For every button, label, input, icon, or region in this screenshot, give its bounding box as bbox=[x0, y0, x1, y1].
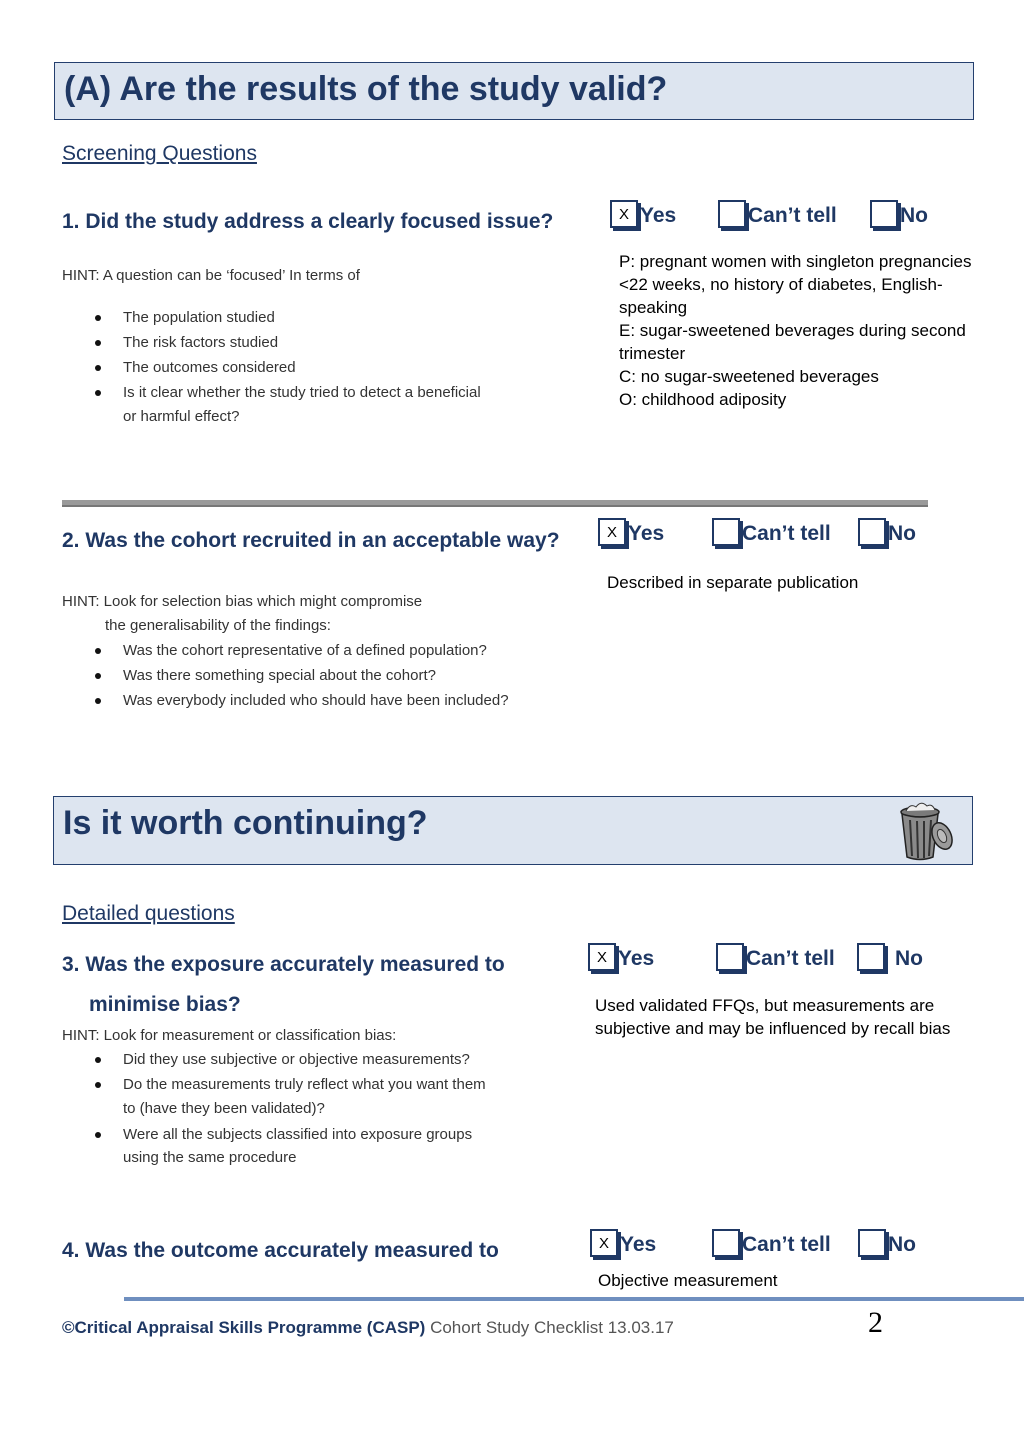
q3-hint-continuation-2: using the same procedure bbox=[123, 1149, 297, 1166]
q2-option-no[interactable] bbox=[858, 518, 916, 546]
q1-no-label: No bbox=[900, 204, 928, 227]
footer-text bbox=[62, 1318, 674, 1338]
q2-option-yes[interactable] bbox=[598, 518, 664, 546]
q2-hint-line1: HINT: Look for selection bias which might compromise bbox=[62, 593, 423, 610]
q4-yes-checkbox[interactable] bbox=[590, 1229, 618, 1257]
q2-cant-tell-label: Can’t tell bbox=[742, 522, 831, 545]
divider bbox=[62, 500, 928, 507]
q2-question: 2. Was the cohort recruited in an acceptable way? bbox=[62, 529, 560, 552]
list-item: The risk factors studied bbox=[62, 330, 481, 355]
q2-option-cant-tell[interactable] bbox=[712, 518, 831, 546]
q2-answer: Described in separate publication bbox=[607, 573, 859, 592]
answer-line: speaking bbox=[619, 298, 688, 317]
answer-line: P: pregnant women with singleton pregnancies bbox=[619, 252, 972, 271]
q3-hint-list-2 bbox=[62, 1122, 472, 1147]
q1-hint-list bbox=[62, 305, 481, 405]
list-item: Were all the subjects classified into exposure groups bbox=[62, 1122, 472, 1147]
q3-yes-checkbox[interactable] bbox=[588, 943, 616, 971]
q3-question-line2: minimise bias? bbox=[89, 993, 241, 1016]
q4-yes-mark: X bbox=[598, 1234, 609, 1252]
q1-yes-label: Yes bbox=[640, 204, 677, 227]
screening-questions-heading: Screening Questions bbox=[62, 142, 257, 165]
list-item: Was the cohort representative of a defined population? bbox=[62, 638, 509, 663]
q2-cant-tell-checkbox[interactable] bbox=[712, 518, 740, 546]
q4-option-cant-tell[interactable] bbox=[712, 1229, 831, 1257]
q1-answer bbox=[619, 250, 972, 411]
list-item: Was everybody included who should have been included? bbox=[62, 688, 509, 713]
q4-yes-label: Yes bbox=[620, 1233, 657, 1256]
q1-hint: HINT: A question can be ‘focused’ In terms of bbox=[62, 267, 360, 284]
q3-answer bbox=[595, 994, 950, 1040]
q4-cant-tell-label: Can’t tell bbox=[742, 1233, 831, 1256]
continue-banner bbox=[53, 796, 973, 865]
q4-option-yes[interactable] bbox=[590, 1229, 656, 1257]
detailed-questions-heading: Detailed questions bbox=[62, 902, 235, 925]
trash-can-icon bbox=[892, 800, 958, 862]
continue-title: Is it worth continuing? bbox=[63, 804, 428, 842]
q3-no-checkbox[interactable] bbox=[857, 943, 885, 971]
q3-cant-tell-label: Can’t tell bbox=[746, 947, 835, 970]
list-item: Is it clear whether the study tried to detect a beneficial bbox=[62, 380, 481, 405]
q1-option-cant-tell[interactable] bbox=[718, 200, 837, 228]
q4-no-label: No bbox=[888, 1233, 916, 1256]
q4-cant-tell-checkbox[interactable] bbox=[712, 1229, 740, 1257]
q3-question-line1: 3. Was the exposure accurately measured to bbox=[62, 953, 505, 976]
list-item: Do the measurements truly reflect what you want them bbox=[62, 1072, 486, 1097]
q2-hint-line2: the generalisability of the findings: bbox=[105, 617, 331, 634]
q3-no-label: No bbox=[895, 947, 923, 970]
q4-option-no[interactable] bbox=[858, 1229, 916, 1257]
section-a-title: (A) Are the results of the study valid? bbox=[64, 70, 668, 108]
q1-yes-mark: X bbox=[618, 205, 629, 223]
q1-yes-checkbox[interactable] bbox=[610, 200, 638, 228]
section-a-banner bbox=[54, 62, 974, 120]
q1-no-checkbox[interactable] bbox=[870, 200, 898, 228]
footer-org: ©Critical Appraisal Skills Programme (CASP) bbox=[62, 1318, 426, 1337]
q4-question: 4. Was the outcome accurately measured to bbox=[62, 1239, 499, 1262]
q4-no-checkbox[interactable] bbox=[858, 1229, 886, 1257]
answer-line: trimester bbox=[619, 344, 686, 363]
q1-cant-tell-label: Can’t tell bbox=[748, 204, 837, 227]
list-item: Did they use subjective or objective measurements? bbox=[62, 1047, 486, 1072]
q3-yes-mark: X bbox=[596, 948, 607, 966]
q3-option-no[interactable] bbox=[857, 943, 923, 971]
answer-line: C: no sugar-sweetened beverages bbox=[619, 367, 879, 386]
q2-hint-list bbox=[62, 638, 509, 713]
answer-line: O: childhood adiposity bbox=[619, 390, 787, 409]
answer-line: E: sugar-sweetened beverages during second bbox=[619, 321, 966, 340]
q2-no-label: No bbox=[888, 522, 916, 545]
q3-hint: HINT: Look for measurement or classification bias: bbox=[62, 1027, 397, 1044]
q3-yes-label: Yes bbox=[618, 947, 655, 970]
footer-divider bbox=[124, 1297, 1024, 1301]
footer-doc: Cohort Study Checklist 13.03.17 bbox=[425, 1318, 674, 1337]
q1-cant-tell-checkbox[interactable] bbox=[718, 200, 746, 228]
page-number: 2 bbox=[868, 1306, 883, 1339]
q4-answer: Objective measurement bbox=[598, 1271, 778, 1290]
list-item: Was there something special about the cohort? bbox=[62, 663, 509, 688]
q2-yes-label: Yes bbox=[628, 522, 665, 545]
q3-option-yes[interactable] bbox=[588, 943, 654, 971]
q2-yes-mark: X bbox=[606, 523, 617, 541]
list-item: The population studied bbox=[62, 305, 481, 330]
answer-line: subjective and may be influenced by recall bias bbox=[595, 1019, 951, 1038]
q1-question: 1. Did the study address a clearly focused issue? bbox=[62, 210, 554, 233]
q3-cant-tell-checkbox[interactable] bbox=[716, 943, 744, 971]
q3-option-cant-tell[interactable] bbox=[716, 943, 835, 971]
q1-option-no[interactable] bbox=[870, 200, 928, 228]
q2-no-checkbox[interactable] bbox=[858, 518, 886, 546]
answer-line: Used validated FFQs, but measurements are bbox=[595, 996, 935, 1015]
answer-line: <22 weeks, no history of diabetes, English- bbox=[619, 275, 943, 294]
list-item: The outcomes considered bbox=[62, 355, 481, 380]
q3-hint-list bbox=[62, 1047, 486, 1097]
q1-option-yes[interactable] bbox=[610, 200, 676, 228]
q1-hint-continuation: or harmful effect? bbox=[123, 408, 240, 425]
q3-hint-continuation: to (have they been validated)? bbox=[123, 1100, 325, 1117]
q2-yes-checkbox[interactable] bbox=[598, 518, 626, 546]
